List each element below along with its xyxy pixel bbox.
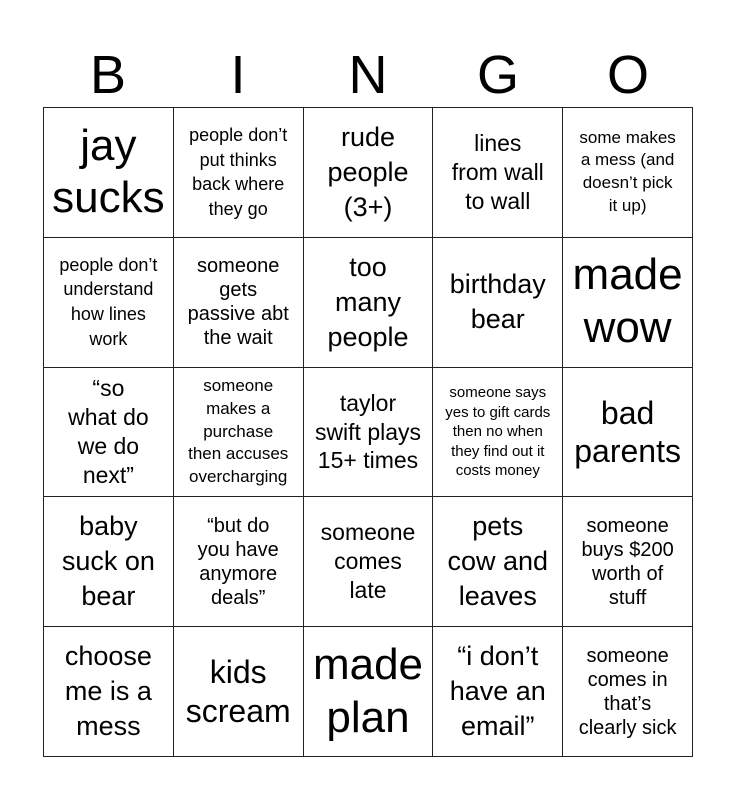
- header-letter-g: G: [476, 45, 519, 105]
- bingo-cell-r4-c3[interactable]: [304, 497, 434, 627]
- bingo-card-grid: [43, 107, 693, 757]
- bingo-cell-r1-c5[interactable]: [563, 108, 693, 238]
- bingo-cell-r2-c1[interactable]: [44, 238, 174, 368]
- bingo-cell-r3-c3[interactable]: [304, 368, 434, 498]
- header-letter-o: O: [606, 45, 649, 105]
- cell-text: baby suck on bear: [61, 511, 155, 612]
- bingo-cell-r5-c1[interactable]: [44, 627, 174, 757]
- cell-text: someone makes a purchase then accuses overcharging: [188, 375, 289, 487]
- bingo-header: [43, 44, 693, 106]
- bingo-cell-r4-c4[interactable]: [433, 497, 563, 627]
- cell-text: someone buys $200 worth of stuff: [581, 514, 674, 609]
- bingo-cell-r3-c1[interactable]: [44, 368, 174, 498]
- cell-text: rude people (3+): [327, 121, 409, 222]
- cell-text: kids scream: [185, 654, 291, 729]
- cell-text: someone gets passive abt the wait: [187, 255, 289, 350]
- cell-text: taylor swift plays 15+ times: [314, 389, 422, 474]
- bingo-cell-r2-c2[interactable]: [174, 238, 304, 368]
- cell-text: choose me is a mess: [64, 640, 152, 742]
- bingo-cell-r5-c4[interactable]: [433, 627, 563, 757]
- cell-text: jay sucks: [52, 120, 165, 223]
- bingo-cell-r3-c4[interactable]: [433, 368, 563, 498]
- cell-text: pets cow and leaves: [447, 511, 549, 612]
- bingo-cell-r5-c2[interactable]: [174, 627, 304, 757]
- bingo-cell-r1-c1[interactable]: [44, 108, 174, 238]
- bingo-cell-r2-c3[interactable]: [304, 238, 434, 368]
- cell-text: someone comes in that’s clearly sick: [578, 644, 677, 739]
- header-letter-n: N: [348, 45, 388, 105]
- cell-text: someone says yes to gift cards then no when they find out it costs money: [445, 383, 551, 480]
- cell-text: people don’t understand how lines work: [59, 254, 158, 350]
- cell-text: bad parents: [574, 394, 681, 469]
- cell-text: some makes a mess (and doesn’t pick it up): [579, 127, 676, 216]
- header-letter-b: B: [89, 45, 127, 105]
- cell-text: lines from wall to wall: [451, 129, 544, 214]
- bingo-cell-r4-c5[interactable]: [563, 497, 693, 627]
- cell-text: “but do you have anymore deals”: [197, 514, 279, 609]
- cell-text: made wow: [572, 250, 683, 353]
- cell-text: “so what do we do next”: [68, 375, 149, 488]
- bingo-cell-r5-c3[interactable]: [304, 627, 434, 757]
- bingo-cell-r4-c2[interactable]: [174, 497, 304, 627]
- cell-text: made plan: [312, 639, 424, 742]
- bingo-cell-r1-c4[interactable]: [433, 108, 563, 238]
- bingo-cell-r3-c5[interactable]: [563, 368, 693, 498]
- cell-text: someone comes late: [320, 519, 416, 604]
- cell-text: too many people: [327, 251, 409, 352]
- bingo-cell-r1-c3[interactable]: [304, 108, 434, 238]
- cell-text: “i don’t have an email”: [449, 640, 546, 742]
- bingo-cell-r1-c2[interactable]: [174, 108, 304, 238]
- bingo-cell-r3-c2[interactable]: [174, 368, 304, 498]
- bingo-cell-r2-c5[interactable]: [563, 238, 693, 368]
- cell-text: people don’t put thinks back where they go: [189, 124, 288, 220]
- cell-text: birthday bear: [449, 269, 546, 335]
- bingo-cell-r5-c5[interactable]: [563, 627, 693, 757]
- bingo-cell-r4-c1[interactable]: [44, 497, 174, 627]
- bingo-cell-r2-c4[interactable]: [433, 238, 563, 368]
- header-letter-i: I: [230, 45, 246, 105]
